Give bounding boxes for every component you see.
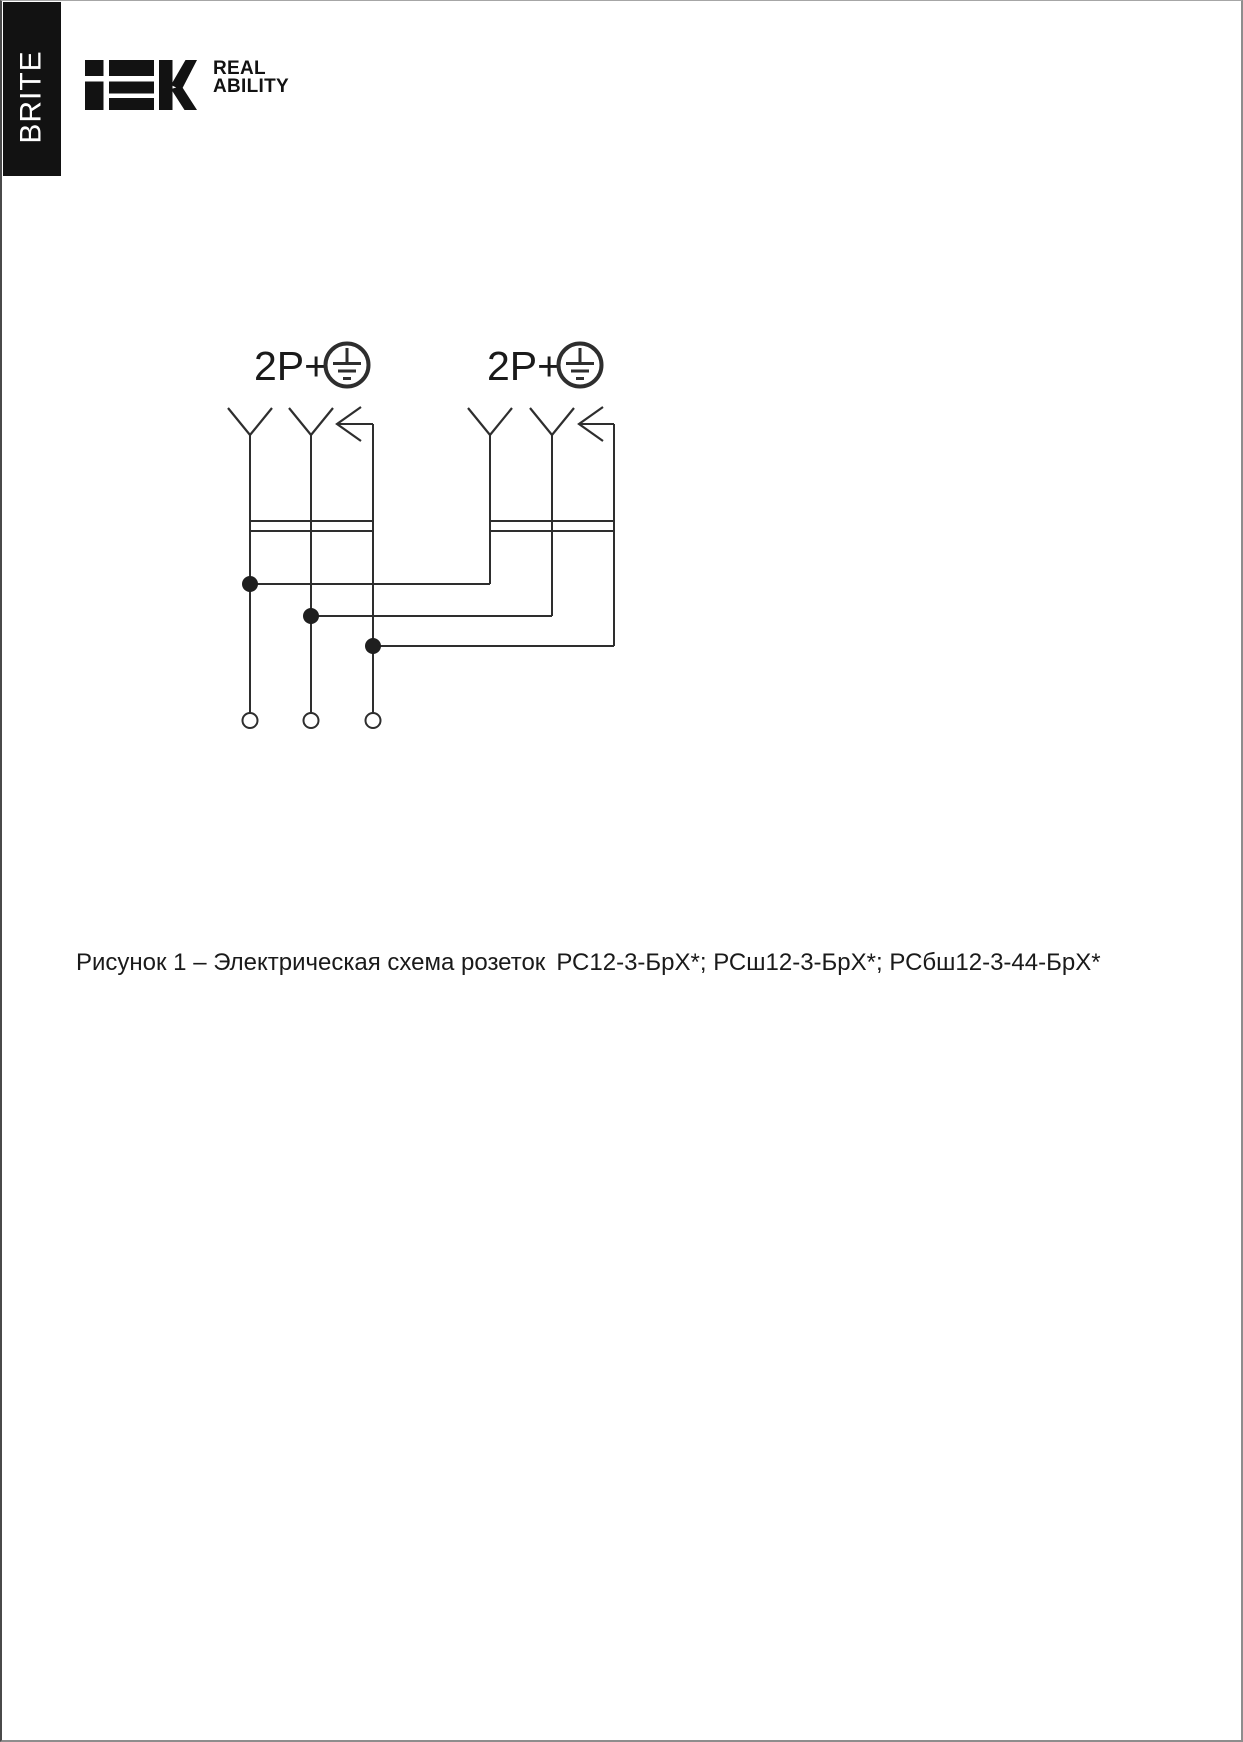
socket1-contact-PE-icon <box>337 407 373 441</box>
socket2-contact-L-icon <box>468 408 512 435</box>
socket1-contact-L-icon <box>228 408 272 435</box>
figure-caption-models: РС12-3-БрХ*; РСш12-3-БрХ*; РСбш12-3-44-БрХ* <box>556 949 1101 976</box>
socket2-label: 2P+ <box>487 343 562 389</box>
figure-caption-text: Рисунок 1 – Электрическая схема розеток <box>76 949 546 976</box>
series-tab-label: BRITE <box>15 50 49 144</box>
supply-terminals <box>243 713 381 728</box>
figure-caption <box>76 949 1101 977</box>
tagline-line-2: ABILITY <box>213 75 289 97</box>
earth-ground-icon <box>559 344 602 387</box>
socket1-contact-N-icon <box>289 408 333 435</box>
tagline-line-1: REAL <box>213 58 266 79</box>
earth-ground-icon <box>326 344 369 387</box>
socket2-contact-N-icon <box>530 408 574 435</box>
wiring-diagram <box>2 1 1243 1742</box>
socket1-label: 2P+ <box>254 343 329 389</box>
socket2-contact-PE-icon <box>579 407 614 441</box>
wire-lines <box>250 424 614 713</box>
